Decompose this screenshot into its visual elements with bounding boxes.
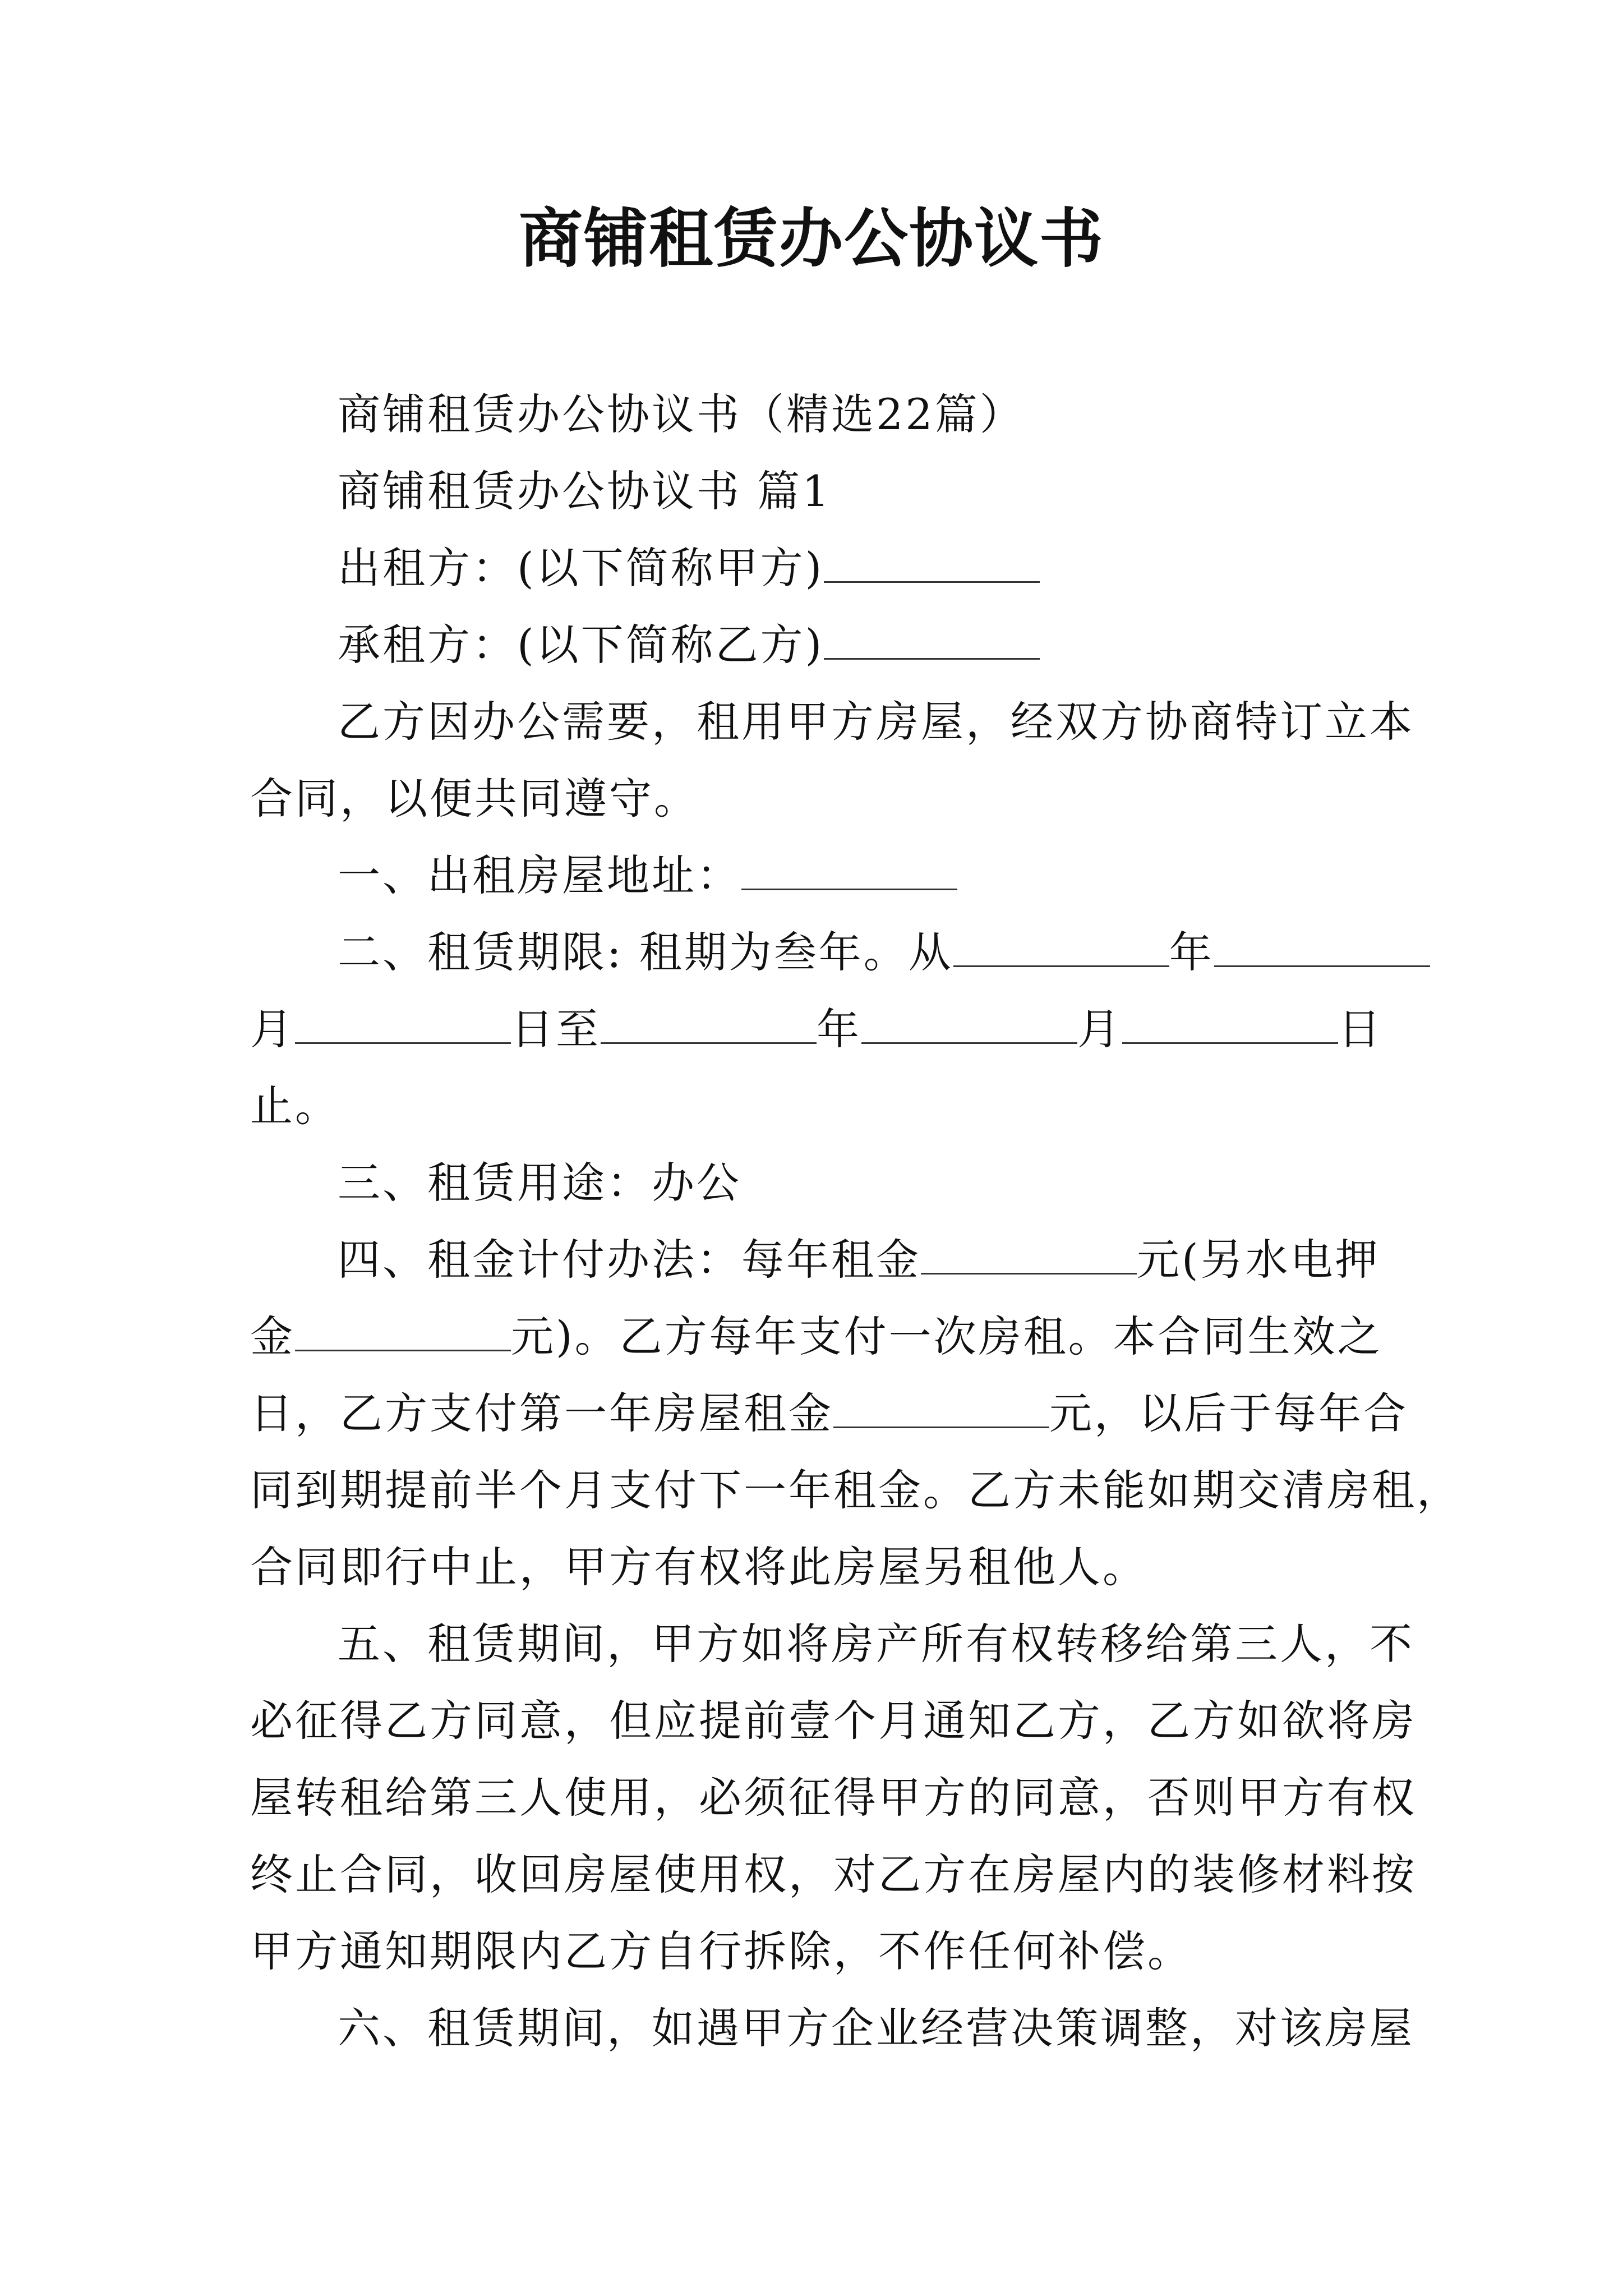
clause-2-line-1 (338, 914, 1476, 991)
clause-2-text: 二、租赁期限: 租期为叁年。从 (338, 927, 953, 977)
document-subtitle: 商铺租赁办公协议书（精选22篇） (338, 389, 1025, 439)
intro-line-1: 乙方因办公需要，租用甲方房屋，经双方协商特订立本 (338, 697, 1414, 747)
clause-2-line-2 (250, 991, 1389, 1068)
lessor-blank (824, 547, 1040, 583)
lessor-label: 出租方：(以下简称甲方) (338, 543, 824, 593)
clause-2-line-3: 止。 (250, 1081, 340, 1131)
start-month-blank (1214, 932, 1430, 967)
clause-4-text-c: 金 (250, 1312, 295, 1361)
clause-4-line-4: 同到期提前半个月支付下一年租金。乙方未能如期交清房租， (250, 1465, 1461, 1515)
clause-1 (338, 837, 1476, 914)
end-month-blank (861, 1009, 1077, 1044)
lessee-label: 承租方：(以下简称乙方) (338, 620, 824, 670)
clause-3: 三、租赁用途：办公 (338, 1158, 741, 1208)
start-day-blank (295, 1009, 511, 1044)
clause-4-line-2 (250, 1298, 1389, 1375)
clause-1-text: 一、出租房屋地址： (338, 850, 741, 900)
clause-5-line-1: 五、租赁期间，甲方如将房产所有权转移给第三人，不 (338, 1619, 1414, 1669)
clause-4-line-5: 合同即行中止，甲方有权将此房屋另租他人。 (250, 1542, 1147, 1592)
annual-rent-blank (921, 1239, 1137, 1274)
clause-4-text-f: 元，以后于每年合 (1049, 1388, 1408, 1438)
lessor-line (338, 530, 1476, 606)
clause-2-year: 年 (1169, 927, 1214, 977)
clause-5-line-4: 终止合同，收回房屋使用权，对乙方在房屋内的装修材料按 (250, 1849, 1417, 1899)
clause-2-day-to: 日至 (511, 1004, 601, 1054)
address-blank (741, 855, 957, 890)
end-day-blank (1122, 1009, 1338, 1044)
lessee-blank (824, 624, 1040, 660)
clause-2-year-2: 年 (817, 1004, 861, 1054)
clause-2-day: 日 (1338, 1004, 1383, 1054)
clause-5-line-5: 甲方通知期限内乙方自行拆除，不作任何补偿。 (250, 1926, 1192, 1976)
clause-5-line-3: 屋转租给第三人使用，必须征得甲方的同意，否则甲方有权 (250, 1773, 1417, 1823)
document-title: 商铺租赁办公协议书 (518, 201, 1104, 276)
clause-4-text-a: 四、租金计付办法：每年租金 (338, 1235, 921, 1285)
clause-2-month-2: 月 (1077, 1004, 1122, 1054)
intro-line-2: 合同，以便共同遵守。 (250, 774, 699, 823)
clause-6-line-1: 六、租赁期间，如遇甲方企业经营决策调整，对该房屋 (338, 2003, 1414, 2053)
clause-4-line-1 (338, 1221, 1476, 1298)
clause-4-line-3 (250, 1375, 1408, 1452)
section-heading: 商铺租赁办公协议书 篇1 (338, 466, 832, 516)
clause-4-text-e: 日，乙方支付第一年房屋租金 (250, 1388, 833, 1438)
clause-4-text-b: 元(另水电押 (1137, 1235, 1380, 1285)
clause-4-text-d: 元)。乙方每年支付一次房租。本合同生效之 (511, 1312, 1382, 1361)
clause-2-month: 月 (250, 1004, 295, 1054)
start-year-blank (953, 932, 1169, 967)
end-year-blank (601, 1009, 817, 1044)
clause-5-line-2: 必征得乙方同意，但应提前壹个月通知乙方，乙方如欲将房 (250, 1696, 1417, 1746)
deposit-blank (295, 1316, 511, 1351)
first-year-rent-blank (833, 1393, 1049, 1428)
lessee-line (338, 606, 1476, 683)
